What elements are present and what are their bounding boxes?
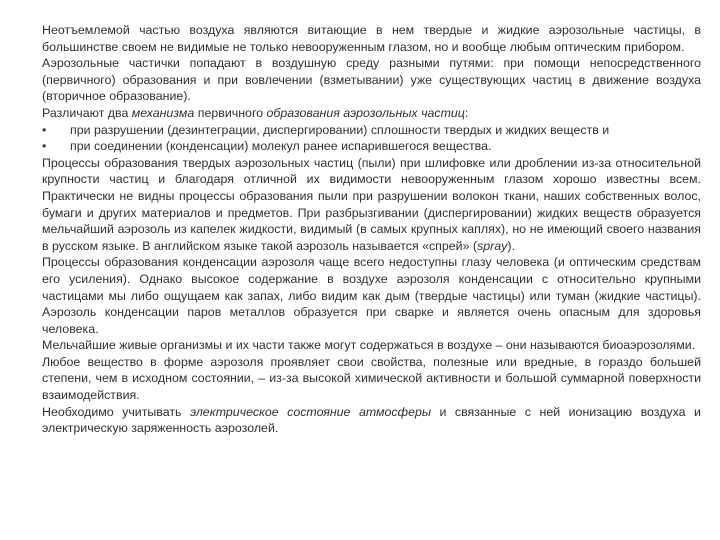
electric-state-term: электрическое состояние атмосферы — [190, 404, 431, 419]
document-body — [42, 22, 701, 437]
spray-term: spray — [477, 238, 508, 253]
mechanisms-text-a: Различают два — [42, 105, 132, 120]
mechanisms-text-e: : — [464, 105, 469, 120]
paragraph-properties: Любое вещество в форме аэрозоля проявляет свои свойства, полезные или вредные, в гораздо большей степени, чем в исходном состоянии, – из-за высокой химической активности и большой суммарной поверхности взаимодействия. — [42, 354, 701, 403]
bullet-icon: • — [42, 139, 47, 154]
dust-text-c: ). — [507, 238, 515, 253]
mechanisms-term: механизма — [131, 105, 195, 120]
paragraph-bioaerosols: Мельчайшие живые организмы и их части также могут содержаться в воздухе – они называются биоаэрозолями. — [42, 338, 696, 353]
paragraph-mechanisms — [42, 105, 701, 122]
electric-text-c: и связанные с ней ионизацию воздуха и электрическую заряженность аэрозолей. — [42, 404, 701, 436]
list-item-text: при разрушении (дезинтеграции, диспергировании) сплошности твердых и жидких веществ и — [70, 122, 610, 137]
list-item-text: при соединении (конденсации) молекул ранее испарившегося вещества. — [70, 139, 492, 154]
mechanisms-formation-term: образования аэрозольных частиц — [266, 105, 465, 120]
paragraph-dust-formation — [42, 155, 701, 255]
dust-text-a: Процессы образования твердых аэрозольных частиц (пыли) при шлифовке или дроблении из-за относительной крупности частиц и благодаря отличной их видимости невооруженным глазом хорошо известны всем. Практически не видны процессы образования пыли при разрушении волокон ткани, наших собственных волос, бумаги и других материалов и предметов. При разбрызгивании (диспергировании) жидких веществ образуется мельчайший аэрозоль из капелек жидкости, видимый (в самых крупных каплях), но не имеющий своего названия в русском языке. В английском языке такой аэрозоль называется «спрей» ( — [42, 155, 701, 253]
paragraph-condensation: Процессы образования конденсации аэрозоля чаще всего недоступны глазу человека (и оптическим средствам его усиления). Однако высокое содержание в воздухе аэрозоля конденсации с относительно крупными частицами мы либо ощущаем как запах, либо видим как дым (твердые частицы) или туман (жидкие частицы). Аэрозоль конденсации паров металлов образуется при сварке и является очень опасным для здоровья человека. — [42, 255, 701, 336]
paragraph-entry-paths: Аэрозольные частички попадают в воздушную среду разными путями: при помощи непосредственного (первичного) образования и при вовлечении (взметывании) уже существующих частиц в движение воздуха (вторичное образование). — [42, 56, 701, 104]
electric-text-a: Необходимо учитывать — [42, 404, 190, 419]
list-item — [42, 138, 701, 155]
list-item — [42, 122, 701, 139]
mechanisms-text-c: первичного — [194, 105, 267, 120]
bullet-icon: • — [42, 122, 47, 137]
paragraph-intro: Неотъемлемой частью воздуха являются витающие в нем твердые и жидкие аэрозольные частицы, в большинстве своем не видимые не только невооруженным глазом, но и вообще любым оптическим прибором. — [42, 23, 701, 54]
paragraph-electric-state — [42, 404, 701, 437]
